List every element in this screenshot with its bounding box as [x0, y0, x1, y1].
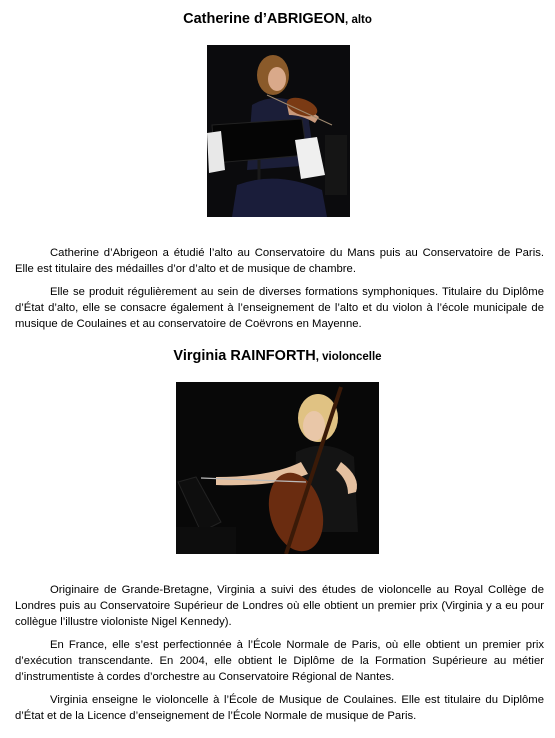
paragraph: En France, elle s’est perfectionnée à l’École Normale de Paris, où elle obtient un premier prix d’exécution transcendante. En 2004, elle obtient le Diplôme de la Formation Supérieure au métier d’instrumentiste à cordes d’orchestre au Conservatoire Régional de Nantes. — [15, 639, 544, 683]
photo-cellist — [176, 382, 379, 554]
paragraph: Catherine d’Abrigeon a étudié l’alto au Conservatoire du Mans puis au Conservatoire de Paris. Elle est titulaire des médailles d’or d’alto et de musique de chambre. — [15, 247, 544, 275]
photo-violist — [207, 45, 350, 217]
heading-virginia: Virginia RAINFORTH, violoncelle — [173, 348, 382, 364]
musician-instrument: violoncelle — [322, 351, 382, 363]
musician-name: Virginia RAINFORTH — [173, 348, 316, 364]
musician-name: Catherine d’ABRIGEON — [183, 11, 346, 27]
paragraph: Elle se produit régulièrement au sein de diverses formations symphoniques. Titulaire du Diplôme d’État d’alto, elle se consacre également à l’enseignement de l’alto et du violon à l’école municipale de musique de Coulaines et au conservatoire de Coëvrons en Mayenne. — [15, 286, 544, 330]
musician-instrument: alto — [351, 14, 372, 26]
paragraph: Virginia enseigne le violoncelle à l’École de Musique de Coulaines. Elle est titulaire du Diplôme d’État et de la Licence d’enseignement de l’École Normale de musique de Paris. — [15, 694, 544, 722]
paragraph: Originaire de Grande-Bretagne, Virginia a suivi des études de violoncelle au Royal Collège de Londres puis au Conservatoire Supérieur de Londres où elle obtient un premier prix (Virginia y a eu pour collègue l’illustre violoniste Nigel Kennedy). — [15, 584, 544, 628]
heading-catherine: Catherine d’ABRIGEON, alto — [183, 11, 372, 27]
